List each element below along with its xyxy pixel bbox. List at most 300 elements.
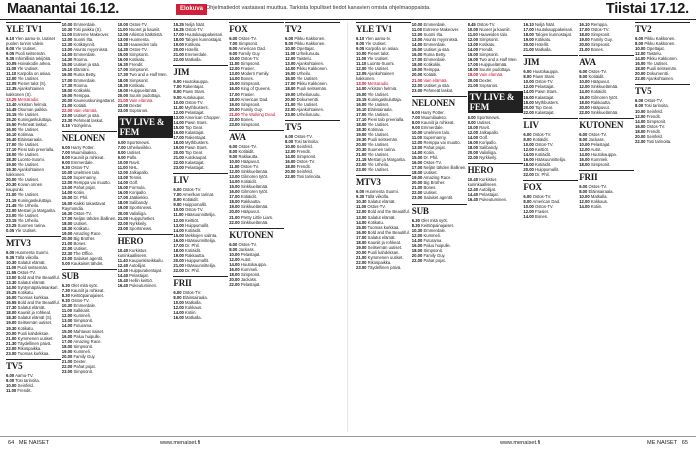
programme-title: Hoivakodin arkea.	[16, 61, 52, 67]
programme-title: Salatut elämät.	[16, 280, 46, 286]
programme-title: Frendit.	[645, 113, 661, 119]
programme-time: 16.00	[356, 229, 367, 235]
programme-title: Ostos-TV.	[128, 47, 148, 53]
programme-title: Neljän tähden illallinen.	[422, 165, 467, 171]
programme-time: 16.10	[523, 22, 534, 27]
programme-title: Matkalla.	[183, 57, 202, 63]
programme-title: Rikospaikka.	[16, 345, 42, 351]
programme-time: 23.00	[61, 112, 73, 118]
programme-title: Pawn Stars.	[531, 74, 556, 80]
programme-time: 21.00	[356, 152, 367, 158]
programme-title: Jalkapallo.	[128, 170, 150, 176]
programme-title: Yle Uutiset.	[16, 76, 39, 82]
programme-time: 0.15	[61, 122, 70, 128]
programme-title: Paluu huipulle.	[422, 242, 451, 248]
programme-time: 0.00	[61, 261, 70, 267]
programme-time: 17.30	[6, 305, 17, 311]
programme-title: Pelastajat.	[183, 109, 205, 115]
programme-title: Top Gear.	[183, 150, 204, 156]
programme-time: 19.00	[6, 162, 17, 168]
programme-time: 17.30	[117, 72, 129, 78]
programme-time: 12.00	[411, 232, 423, 238]
programme-title: Uutiset.	[125, 149, 142, 155]
programme-title: Yle Urheilu.	[16, 217, 40, 223]
programme-title: Salibandy.	[478, 144, 499, 150]
programme-time: 6.00	[6, 372, 15, 378]
programme-time: 23.00	[61, 256, 73, 262]
programme-title: Ostos-TV.	[181, 290, 202, 296]
programme-title: Emmerdale.	[183, 52, 208, 58]
programme-time: 16.00	[6, 295, 17, 301]
programme-title: Kauniit ja rohkeat.	[366, 239, 402, 245]
programme-title: Rakentajat.	[181, 84, 204, 90]
programme-time: 10.00	[356, 51, 367, 57]
programme-listing	[468, 83, 523, 88]
programme-time: 12.00	[117, 32, 129, 38]
programme-time: 6.00	[523, 69, 532, 75]
programme-time: 16.10	[579, 22, 590, 27]
programme-time: 15.00	[229, 81, 240, 87]
programme-time: 21.00	[467, 82, 479, 88]
programme-time: 14.45	[6, 106, 17, 112]
channel-heading: HERO	[468, 163, 523, 175]
programme-time: 6.00	[523, 131, 532, 137]
programme-title: Yle Uutiset.	[366, 91, 389, 97]
programme-time: 9.00	[117, 154, 126, 160]
programme-time: 23.00	[173, 165, 184, 171]
programme-title: Bones.	[422, 185, 437, 191]
programme-title: Simpsonit.	[72, 368, 93, 374]
programme-title: Jääkiekko.	[128, 195, 150, 201]
programme-title: Kalastajat.	[183, 129, 205, 135]
programme-title: Yle Uutiset.	[16, 66, 39, 72]
programme-title: Bones.	[239, 76, 254, 82]
programme-time: 18.30	[6, 157, 17, 163]
programme-title: Metsäradio.	[16, 96, 40, 102]
programme-time: 7.00	[173, 84, 182, 90]
programme-title: Dr. Phil.	[72, 195, 89, 201]
programme-title: Yle Urheilu.	[16, 202, 40, 208]
programme-time: 14.00	[635, 118, 646, 124]
channel-heading: FRII	[173, 276, 228, 288]
programme-title: Olet mitä syöt.	[419, 217, 448, 223]
programme-title: Pahat pojat.	[422, 144, 446, 150]
left-page-number: 64	[8, 440, 15, 446]
channel-heading: SUB	[412, 204, 467, 216]
programme-time: 15.00	[173, 232, 184, 238]
programme-title: Ylen aamu-tv.	[364, 36, 391, 41]
programme-time: 6.00	[61, 144, 70, 150]
programme-listing	[118, 108, 173, 113]
programme-time: 18.30	[356, 126, 367, 132]
programme-time: 14.00	[285, 66, 296, 72]
programme-listing	[579, 162, 634, 167]
programme-title: Kotikatu.	[183, 42, 202, 48]
programme-title: Simpsonit.	[239, 121, 261, 127]
programme-title: Kotiäidit.	[239, 194, 257, 200]
programme-title: Ostos-TV.	[239, 56, 260, 62]
programme-title: Pukeutuminen.	[478, 197, 508, 203]
programme-time: 14.00	[229, 261, 240, 267]
programme-time: 14.00	[523, 89, 534, 95]
programme-time: 14.30	[61, 57, 73, 63]
programme-title: Ostos-TV.	[589, 27, 610, 33]
programme-time: 18.00	[61, 343, 73, 349]
programme-time: 6.00	[173, 79, 182, 85]
programme-title: Sopranos.	[478, 82, 499, 88]
programme-time: 20.00	[61, 235, 73, 241]
programme-title: Kotimaa.	[366, 126, 385, 132]
programme-time: 14.00	[523, 151, 534, 157]
programme-title: Ostos-TV.	[475, 22, 496, 27]
programme-time: 9.00	[6, 46, 15, 52]
programme-time: 13.00	[285, 61, 296, 67]
programme-title: Taistelu.	[645, 51, 662, 57]
programme-title: Pahat pojat.	[72, 185, 96, 191]
programme-time: 10.00	[523, 79, 534, 85]
programme-title: Simpsonit.	[239, 61, 261, 67]
programme-title: Ostos-TV.	[237, 241, 257, 247]
programme-title: Ostos-TV.	[587, 69, 607, 75]
programme-time: 17.00	[285, 81, 296, 87]
programme-title: Simpsonit.	[645, 118, 667, 124]
programme-title: Huippumallit.	[183, 257, 210, 263]
programme-title: Rooma.	[72, 82, 89, 88]
programme-time: 12.00	[229, 66, 240, 72]
programme-time: 16.10	[356, 106, 367, 112]
programme-listing	[118, 248, 173, 258]
programme-title: Huutokauppakeisari.	[533, 27, 574, 33]
programme-title: Dr. Phil.	[422, 155, 439, 161]
programme-time: 17.00	[229, 194, 240, 200]
programme-time: 20.00	[467, 149, 479, 155]
programme-time: 11.55	[6, 270, 17, 276]
right-columns-column	[579, 22, 634, 432]
programme-time: 16.00	[229, 266, 240, 272]
programme-title: Gilmoren tytöt.	[239, 189, 269, 195]
programme-listing	[6, 182, 61, 192]
programme-time: 12.00	[523, 84, 534, 90]
programme-title: Family Guy.	[239, 106, 263, 112]
programme-title: Kotimaa.	[16, 131, 35, 137]
programme-title: Ostos-TV.	[531, 194, 552, 200]
programme-title: Emmerdale.	[422, 42, 447, 48]
programme-time: 20.00	[285, 169, 296, 175]
programme-title: Koripallo.	[128, 190, 147, 196]
programme-title: Seinfeld.	[295, 143, 313, 149]
programme-time: 12.00	[173, 305, 184, 311]
programme-title: Frendit.	[295, 164, 311, 170]
programme-time: 13.00	[356, 214, 367, 220]
programme-time: 11.00	[411, 134, 423, 140]
programme-time: 13.25	[6, 96, 17, 102]
programme-title: Kotiäidit.	[237, 148, 255, 154]
programme-listing	[62, 369, 117, 374]
programme-time: 11.00	[229, 164, 240, 170]
programme-time: 9.30	[61, 298, 70, 304]
programme-time: 10.00	[61, 170, 73, 176]
programme-time: 12.00	[635, 113, 646, 119]
programme-time: 21.00	[523, 47, 534, 53]
programme-time: 14.00	[579, 89, 590, 95]
programme-title: Emmerdale.	[419, 124, 444, 130]
programme-time: 8.00	[467, 119, 476, 125]
programme-title: Remppa.	[72, 92, 91, 98]
programme-title: Pelastajat.	[183, 165, 205, 171]
programme-time: 10.00	[411, 22, 423, 27]
programme-time: 19.00	[61, 348, 73, 354]
programme-title: Sportsnews.	[128, 225, 153, 231]
programme-title: Pehmeät laskut.	[422, 87, 454, 93]
channel-heading: HERO	[118, 234, 173, 246]
left-footer	[8, 440, 49, 446]
programme-title: Ostos-TV.	[237, 143, 257, 149]
programme-time: 18.00	[356, 121, 367, 127]
programme-title: Kotikatu.	[128, 82, 146, 88]
programme-title: Tennis.	[128, 175, 143, 181]
programme-time: 16.00	[173, 237, 184, 243]
programme-time: 18.00	[6, 152, 17, 158]
programme-time: 10.00	[61, 22, 73, 27]
programme-title: Simpsonit.	[128, 52, 149, 58]
programme-time: 19.00	[411, 67, 423, 73]
programme-title: Ajankohtainen kakkonen (S).	[6, 86, 44, 97]
programme-time: 10.00	[117, 160, 129, 166]
programme-title: Simpsonit.	[589, 42, 611, 48]
programme-time: 22.00	[411, 190, 423, 196]
programme-time: 14.00	[523, 214, 534, 220]
programme-time: 11.00	[467, 32, 478, 38]
programme-listing	[118, 226, 173, 231]
programme-title: Huutokauppa.	[531, 69, 559, 75]
programme-time: 10.00	[173, 207, 184, 213]
programme-title: Salaiset agentit.	[72, 256, 104, 262]
channel-heading: TV2	[635, 22, 690, 34]
programme-title: Dokumentti.	[295, 96, 319, 102]
programme-title: Sinkkuelämää.	[239, 184, 269, 190]
programme-title: Autokaupat.	[183, 155, 208, 161]
programme-title: Pienet talot (S).	[16, 81, 47, 87]
programme-title: Rakentajat.	[183, 134, 207, 140]
programme-time: 14.00	[173, 310, 184, 316]
programme-time: 14.00	[356, 86, 367, 92]
programme-time: 6.00	[356, 189, 365, 195]
programme-time: 19.30	[6, 325, 17, 331]
programme-title: Ostos-TV.	[643, 98, 663, 104]
programme-listing	[229, 220, 284, 225]
programme-title: Urheilu.	[295, 71, 312, 77]
programme-title: Frendit.	[128, 62, 144, 68]
programme-title: Hääsuunnittelija.	[183, 262, 216, 268]
programme-time: 6.00	[467, 114, 476, 120]
programme-time: 10.00	[467, 124, 479, 130]
programme-title: Uutiset ja sää.	[422, 82, 450, 88]
programme-title: Frendit.	[295, 148, 311, 154]
programme-time: 12.00	[173, 109, 184, 115]
left-columns-column	[62, 22, 117, 432]
programme-listing	[285, 112, 340, 117]
programme-time: 12.00	[579, 146, 590, 152]
programme-title: Huippumallit.	[183, 222, 210, 228]
left-columns-column	[173, 22, 228, 432]
programme-title: Täydellinen päivä.	[16, 340, 52, 346]
programme-time: 20.00	[173, 47, 184, 53]
programme-time: 14.00	[173, 227, 184, 233]
programme-title: King of Queens.	[239, 86, 271, 92]
right-page-number: 65	[681, 440, 688, 446]
programme-time: 10.30	[6, 259, 17, 265]
programme-time: 22.00	[229, 281, 240, 287]
programme-title: Frendit.	[16, 387, 32, 393]
programme-title: Family Guy.	[589, 37, 613, 43]
channel-heading: FOX	[523, 180, 578, 192]
programme-time: 8.45	[467, 22, 476, 27]
programme-time: 8.30	[61, 293, 70, 299]
programme-time: 8.30	[411, 222, 420, 228]
programme-title: Remppa.	[589, 22, 608, 27]
left-columns-column	[229, 22, 284, 432]
programme-title: Seinfeld.	[645, 133, 663, 139]
programme-time: 19.00	[173, 252, 184, 258]
programme-title: Emmerdale.	[72, 77, 97, 83]
programme-time: 17.00	[356, 111, 367, 117]
programme-title: Karpolla on asiaa.	[16, 71, 51, 77]
programme-time: 10.30	[411, 227, 423, 233]
channel-heading: LIV	[173, 173, 228, 185]
programme-title: Arkiston helmiä.	[366, 86, 398, 92]
programme-title: Pienet talot.	[366, 51, 390, 57]
programme-time: 20.00	[523, 42, 534, 48]
programme-title: Hotellit.	[183, 47, 200, 53]
programme-title: Jackass.	[237, 246, 255, 252]
programme-time: 20.00	[523, 104, 534, 110]
programme-title: Dexter.	[72, 358, 87, 364]
programme-title: Vain elämää.	[72, 107, 98, 113]
left-columns-column	[6, 22, 61, 432]
programme-title: Suomen tarina.	[366, 147, 397, 153]
programme-time: 14.00	[173, 119, 184, 125]
programme-time: 6.00	[229, 143, 238, 149]
programme-title: Ostos-TV.	[237, 36, 257, 41]
programme-title: Ostos-TV.	[366, 204, 386, 210]
programme-time: 19.00	[6, 320, 17, 326]
programme-time: 21.00	[61, 358, 73, 364]
programme-title: Golf.	[128, 180, 139, 186]
programme-time: 11.10	[6, 71, 17, 77]
programme-title: Urheiluruutu.	[295, 91, 321, 97]
programme-title: Yle Uutiset.	[16, 141, 39, 147]
programme-title: Rakkautta.	[237, 153, 259, 159]
programme-time: 18.00	[579, 99, 590, 105]
programme-title: Emmerdale.	[422, 22, 447, 27]
programme-title: Keittiöt.	[183, 217, 200, 223]
programme-time: 19.00	[61, 92, 73, 98]
programme-title: Pallo.	[125, 154, 138, 160]
programme-time: 21.00	[117, 215, 129, 221]
programme-title: Ylen aamu-tv. Uutiset puolen tunnin välein.	[6, 36, 55, 47]
programme-title: Sportsnews.	[475, 114, 500, 120]
programme-time: 6.30	[411, 217, 420, 223]
programme-title: Kummeli.	[589, 156, 609, 162]
programme-title: Salatut elämät.	[16, 259, 46, 265]
programme-time: 22.00	[523, 172, 534, 178]
programme-time: 9.35	[6, 56, 15, 62]
programme-title: Yle Uutiset.	[366, 56, 389, 62]
programme-time: 21.00	[173, 155, 184, 161]
programme-title: Ostos-TV.	[181, 187, 202, 193]
programme-time: 9.00	[356, 41, 365, 47]
programme-title: Pelastajat.	[478, 192, 499, 198]
programme-time: 12.00	[285, 56, 296, 62]
programme-title: Eläinsairaala.	[16, 136, 43, 142]
programme-time: 8.00	[117, 149, 126, 155]
programme-time: 22.00	[61, 245, 73, 251]
programme-time: 23.00	[356, 167, 367, 173]
programme-time: 6.10	[356, 36, 365, 41]
programme-title: Kaukaiset tähdet.	[69, 261, 104, 267]
programme-time: 6.00	[635, 36, 644, 41]
programme-time: 13.00	[61, 318, 73, 324]
programme-title: Kotiin.	[183, 310, 197, 316]
programme-time: 18.00	[117, 77, 129, 83]
programme-time: 12.00	[523, 146, 534, 152]
programme-title: Kotiäidit.	[181, 197, 199, 203]
programme-title: Simpsonit.	[589, 161, 611, 167]
programme-title: Ostos-TV.	[16, 270, 36, 276]
channel-heading: FOX	[229, 22, 284, 34]
programme-time: 14.00	[467, 47, 479, 53]
programme-title: Kalastajat.	[533, 109, 555, 115]
programme-title: Tuomas kurkkaa.	[16, 295, 50, 301]
programme-title: NHL.	[127, 165, 139, 171]
programme-title: Seitsemän uutiset.	[16, 320, 53, 326]
programme-time: 14.00	[579, 204, 590, 210]
programme-time: 23.00	[61, 368, 73, 374]
programme-title: Aamu-TV.	[14, 372, 34, 378]
channel-heading: YLE TV1	[6, 22, 61, 34]
programme-time: 18.00	[523, 161, 534, 167]
programme-title: Huippurakentajat.	[128, 267, 163, 273]
programme-title: Simpsonit.	[72, 343, 93, 349]
programme-title: Hääsuunnittelija.	[183, 237, 216, 243]
programme-title: Mahtavat naiset.	[72, 328, 105, 334]
programme-time: 16.00	[61, 333, 73, 339]
channel-heading: TV LIVE & FEM	[118, 116, 173, 138]
programme-time: 20.00	[635, 71, 646, 77]
programme-time: 14.00	[356, 219, 367, 225]
programme-title: Suomi Ilta.	[72, 37, 94, 43]
programme-time: 15.00	[173, 124, 184, 130]
programme-time: 22.00	[285, 174, 296, 180]
programme-time: 16.00	[411, 52, 423, 58]
programme-title: American Dad.	[239, 96, 269, 102]
programme-time: 23.00	[6, 212, 17, 218]
programme-time: 11.00	[173, 212, 184, 218]
programme-title: Kotiäidit.	[533, 151, 552, 157]
programme-time: 10.00	[117, 22, 129, 27]
programme-time: 19.00	[173, 144, 184, 150]
programme-title: Salibandy.	[128, 200, 149, 206]
programme-time: 16.30	[61, 210, 73, 216]
programme-time: 21.00	[6, 335, 17, 341]
programme-title: Mestari ja Margarita.	[366, 157, 406, 163]
programme-time: 16.00	[285, 158, 296, 164]
programme-title: Keittiöpainajaiset.	[69, 293, 104, 299]
programme-title: Tuomas kurkkaa.	[366, 224, 400, 230]
programme-time: 16.00	[579, 94, 590, 100]
programme-title: Ostos-TV.	[183, 207, 204, 213]
programme-title: Ostos-TV.	[533, 204, 554, 210]
